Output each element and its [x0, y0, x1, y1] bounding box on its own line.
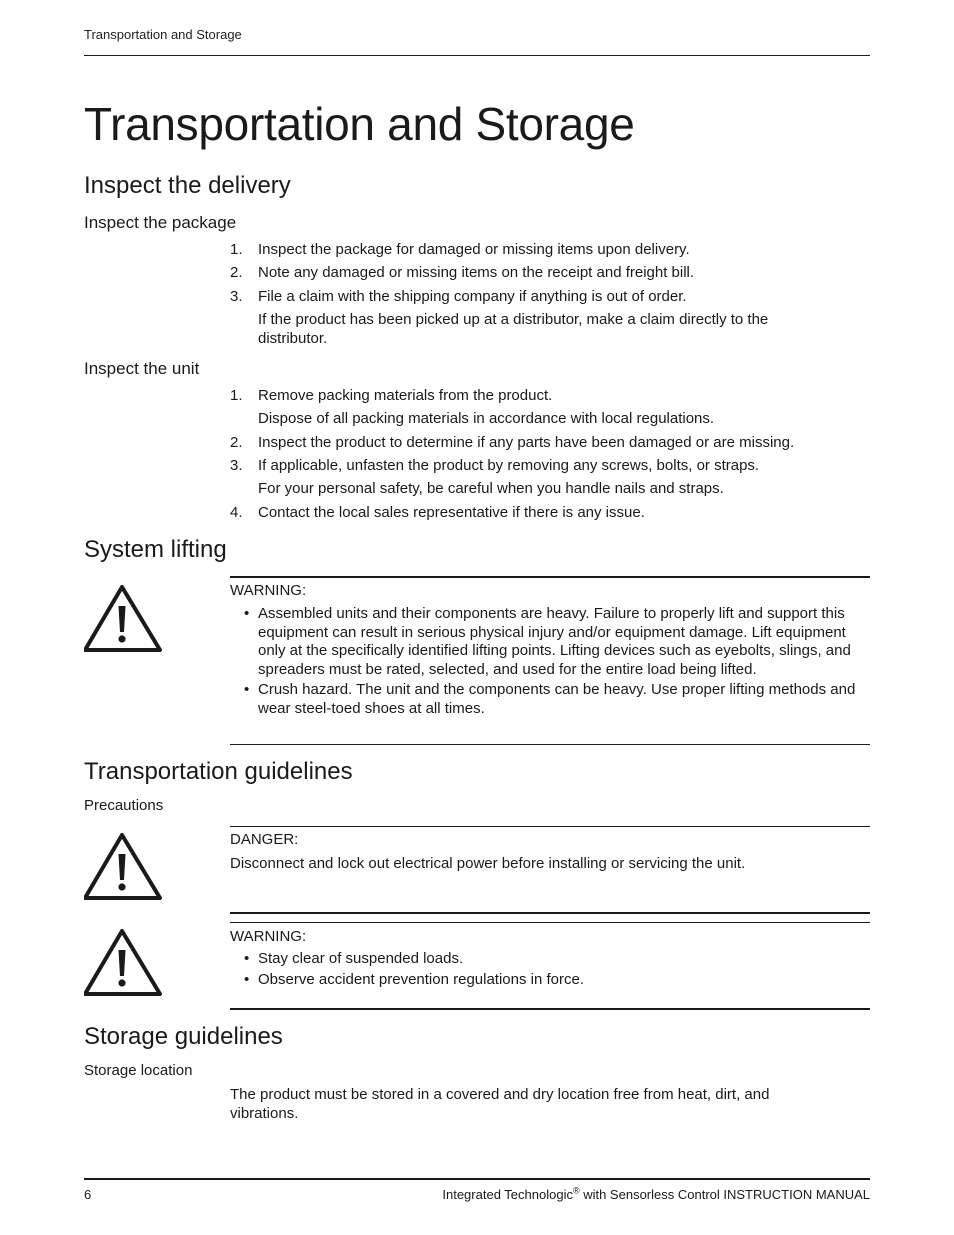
subsection-title-inspect-package: Inspect the package [84, 213, 237, 232]
package-step-3-note: If the product has been picked up at a distributor, make a claim directly to the distributor. [258, 311, 769, 347]
package-step-2 [230, 263, 694, 282]
step-text: Inspect the package for damaged or missing items upon delivery. [258, 241, 690, 258]
running-header: Transportation and Storage [84, 27, 242, 42]
subsection-title-storage-location: Storage location [84, 1062, 193, 1079]
step-text: Note any damaged or missing items on the receipt and freight bill. [258, 264, 695, 281]
warning-bottom-rule [230, 744, 870, 745]
footer-doc-title-post: with Sensorless Control INSTRUCTION MANUAL [579, 1187, 870, 1202]
warning-triangle-icon [84, 832, 164, 902]
step-number: 1. [230, 387, 243, 404]
step-number: 2. [230, 434, 243, 451]
unit-step-1-note: Dispose of all packing materials in accordance with local regulations. [258, 410, 715, 427]
subsection-title-precautions: Precautions [84, 797, 164, 814]
footer-doc-title [442, 1187, 870, 1202]
step-text: Inspect the product to determine if any parts have been damaged or are missing. [258, 434, 795, 451]
bullet: • [244, 605, 250, 622]
section-title-storage: Storage guidelines [84, 1023, 283, 1050]
footer-doc-title-pre: Integrated Technologic [442, 1187, 573, 1202]
bullet: • [244, 950, 250, 967]
warning-item-text: Crush hazard. The unit and the components can be heavy. Use proper lifting methods and wear steel-toed shoes at all times. [258, 681, 856, 717]
warning-label: WARNING: [230, 582, 307, 599]
bullet: • [244, 681, 250, 698]
danger-bottom-rule [230, 912, 870, 914]
step-text: Contact the local sales representative if there is any issue. [258, 504, 645, 521]
warning-item [230, 681, 870, 718]
warning-triangle-icon [84, 584, 164, 654]
step-number: 2. [230, 264, 243, 281]
package-step-3 [230, 287, 687, 306]
danger-top-rule [230, 826, 870, 827]
warning-item [230, 971, 870, 990]
storage-text: The product must be stored in a covered and dry location free from heat, dirt, and vibrations. [230, 1086, 770, 1122]
danger-label: DANGER: [230, 831, 299, 848]
step-number: 3. [230, 288, 243, 305]
unit-step-3-note: For your personal safety, be careful when you handle nails and straps. [258, 480, 724, 497]
unit-step-4 [230, 503, 645, 522]
warning-list [230, 950, 870, 991]
section-title-inspect-delivery: Inspect the delivery [84, 172, 291, 199]
warning-top-rule [230, 576, 870, 578]
footer-rule [84, 1178, 870, 1180]
step-number: 1. [230, 241, 243, 258]
step-text: File a claim with the shipping company if anything is out of order. [258, 288, 687, 305]
page-title: Transportation and Storage [84, 98, 635, 150]
warning-2-top-rule [230, 922, 870, 923]
warning-item [230, 950, 870, 969]
step-number: 4. [230, 504, 243, 521]
registered-mark: ® [572, 1185, 580, 1196]
step-text: If applicable, unfasten the product by removing any screws, bolts, or straps. [258, 457, 760, 474]
bullet: • [244, 970, 250, 988]
warning-item [230, 605, 870, 679]
unit-step-1 [230, 386, 552, 405]
warning-triangle-icon [84, 928, 164, 998]
page-number: 6 [84, 1187, 92, 1202]
warning-list [230, 605, 870, 720]
step-text: Remove packing materials from the product. [258, 387, 553, 404]
subsection-title-inspect-unit: Inspect the unit [84, 359, 200, 378]
step-number: 3. [230, 457, 243, 474]
section-title-transportation: Transportation guidelines [84, 758, 353, 785]
warning-item-text: Observe accident prevention regulations in force. [258, 970, 585, 988]
section-title-system-lifting: System lifting [84, 536, 227, 563]
warning-item-text: Stay clear of suspended loads. [258, 950, 464, 967]
unit-step-3 [230, 456, 759, 475]
header-rule [84, 55, 870, 56]
unit-step-2 [230, 433, 794, 452]
warning-label: WARNING: [230, 928, 307, 945]
warning-item-text: Assembled units and their components are heavy. Failure to properly lift and support this equipment can result in serious physical injury and/or equipment damage. Lift equipment only at the specifically identified lifting points. Lifting devices such as eyebolts, slings, and spreaders must be rated, selected, and used for the entire load being lifted. [258, 605, 851, 678]
warning-2-bottom-rule [230, 1008, 870, 1010]
package-step-1 [230, 240, 690, 259]
danger-text: Disconnect and lock out electrical power before installing or servicing the unit. [230, 855, 746, 872]
